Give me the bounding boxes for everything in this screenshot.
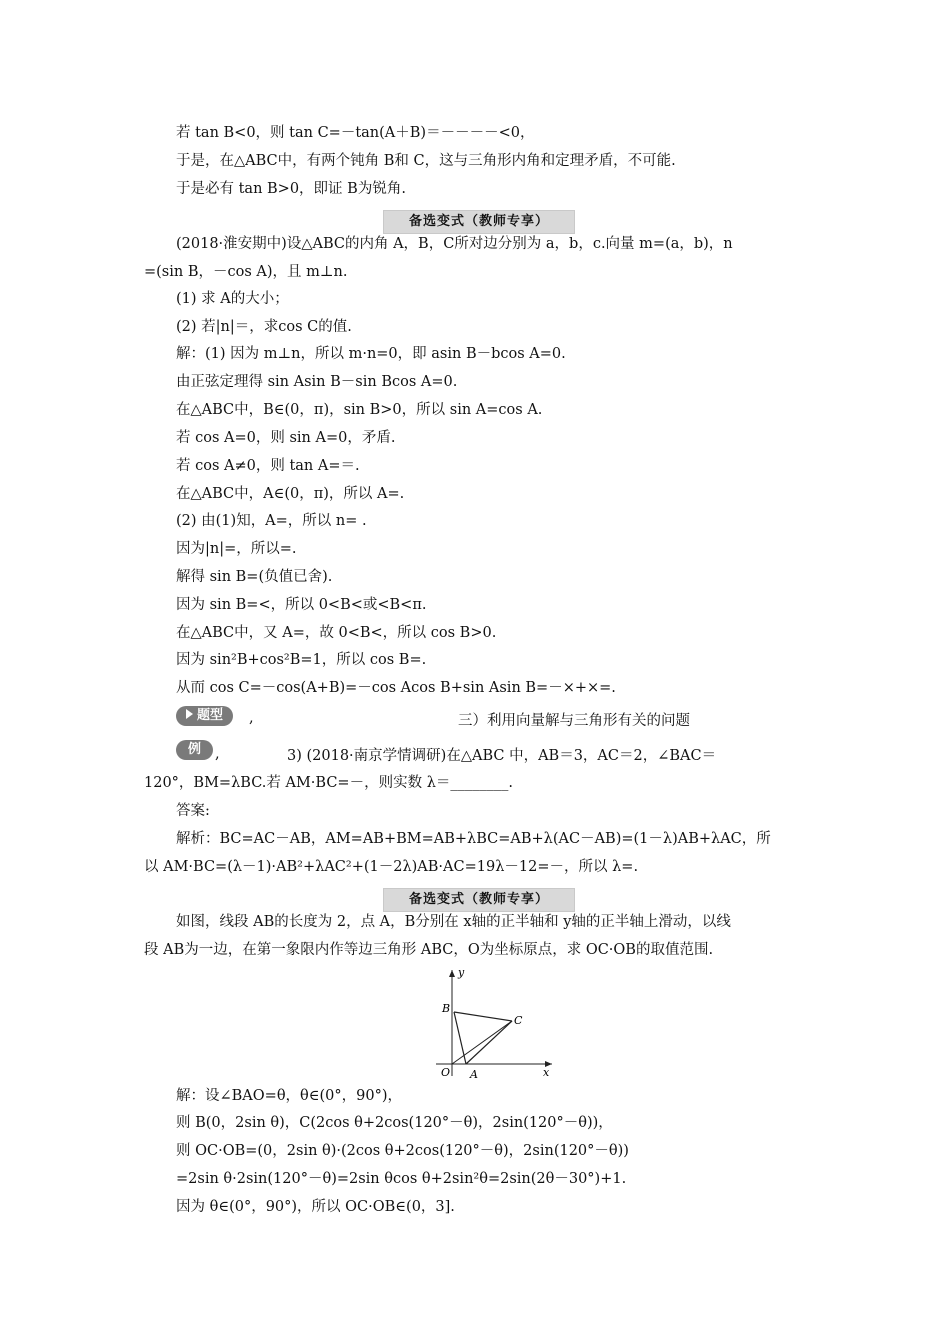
example-line: 120°，BM=λBC.若 AM·BC=－，则实数 λ＝________.	[144, 775, 513, 791]
solution-line: 解得 sin B=(负值已舍).	[176, 569, 333, 585]
segment-ca	[466, 1021, 512, 1064]
solution-line: 由正弦定理得 sin Asin B－sin Bcos A=0.	[176, 374, 458, 390]
analysis-line: 解析：BC=AC－AB，AM=AB+BM=AB+λBC=AB+λ(AC－AB)=(1－λ)AB+λAC，所	[176, 831, 771, 847]
label-c: C	[514, 1014, 523, 1027]
section-banner: 备选变式（教师专享）	[383, 210, 575, 234]
text-line: 于是，在△ABC中，有两个钝角 B和 C，这与三角形内角和定理矛盾，不可能.	[176, 153, 676, 169]
label-x: x	[543, 1066, 550, 1079]
y-axis-arrow	[449, 970, 455, 977]
section-title: 三）利用向量解与三角形有关的问题	[458, 713, 690, 729]
solution-line: (2) 由(1)知，A=，所以 n= .	[176, 513, 367, 529]
question-line: (2) 若|n|＝，求cos C的值.	[176, 319, 352, 335]
solution-line: 因为 sin²B+cos²B=1，所以 cos B=.	[176, 652, 427, 668]
question-line: (1) 求 A的大小；	[176, 291, 289, 307]
text-line: 于是必有 tan B>0，即证 B为锐角.	[176, 181, 406, 197]
solution-line: 因为|n|=，所以=.	[176, 541, 297, 557]
solution-line: =2sin θ·2sin(120°－θ)=2sin θcos θ+2sin²θ=2sin(2θ－30°)+1.	[176, 1171, 627, 1187]
label-a: A	[470, 1068, 478, 1081]
solution-line: 在△ABC中，A∈(0，π)，所以 A=.	[176, 486, 405, 502]
label-b: B	[442, 1002, 451, 1015]
tixing-tag	[176, 706, 233, 726]
solution-line: 从而 cos C=－cos(A+B)=－cos Acos B+sin Asin B=－×+×=.	[176, 680, 616, 696]
example-tag: 例	[176, 740, 213, 760]
problem-line: (2018·淮安期中)设△ABC的内角 A，B，C所对边分别为 a，b，c.向量 m=(a，b)，n	[176, 236, 733, 252]
label-o: O	[441, 1066, 451, 1079]
problem-line: 段 AB为一边，在第一象限内作等边三角形 ABC，O为坐标原点，求 OC·OB的取值范围.	[144, 942, 714, 958]
section-banner: 备选变式（教师专享）	[383, 888, 575, 912]
solution-line: 因为 θ∈(0°，90°)，所以 OC·OB∈(0，3].	[176, 1199, 455, 1215]
solution-line: 若 cos A=0，则 sin A=0，矛盾.	[176, 430, 396, 446]
solution-line: 若 cos A≠0，则 tan A=＝.	[176, 458, 360, 474]
segment-ab	[454, 1012, 466, 1064]
answer-label: 答案:	[176, 803, 210, 819]
problem-line: 如图，线段 AB的长度为 2，点 A，B分别在 x轴的正半轴和 y轴的正半轴上滑动，以线	[176, 914, 731, 930]
solution-line: 解：设∠BAO=θ，θ∈(0°，90°)，	[176, 1088, 402, 1104]
analysis-line: 以 AM·BC=(λ－1)·AB²+λAC²+(1－2λ)AB·AC=19λ－12=－，所以 λ=.	[144, 859, 639, 875]
label-y: y	[458, 966, 465, 979]
tixing-comma: ,	[249, 710, 254, 726]
play-icon	[186, 709, 193, 719]
text-line: 若 tan B<0，则 tan C=－tan(A＋B)＝－－－－<0，	[176, 125, 535, 141]
solution-line: 因为 sin B=<，所以 0<B<或<B<π.	[176, 597, 427, 613]
segment-bc	[454, 1012, 512, 1021]
solution-line: 解：(1) 因为 m⊥n，所以 m·n=0，即 asin B－bcos A=0.	[176, 346, 566, 362]
example-comma: ,	[215, 746, 220, 762]
tixing-tag-label: 题型	[197, 708, 224, 723]
example-line: 3) (2018·南京学情调研)在△ABC 中，AB＝3，AC＝2，∠BAC＝	[287, 748, 717, 764]
solution-line: 在△ABC中，又 A=，故 0<B<，所以 cos B>0.	[176, 625, 497, 641]
solution-line: 则 B(0，2sin θ)，C(2cos θ+2cos(120°－θ)，2sin(120°－θ))，	[176, 1115, 613, 1131]
solution-line: 则 OC·OB=(0，2sin θ)·(2cos θ+2cos(120°－θ)，2sin(120°－θ))	[176, 1143, 629, 1159]
problem-line: =(sin B，－cos A)，且 m⊥n.	[144, 264, 348, 280]
solution-line: 在△ABC中，B∈(0，π)，sin B>0，所以 sin A=cos A.	[176, 402, 543, 418]
triangle-figure	[418, 964, 558, 1082]
